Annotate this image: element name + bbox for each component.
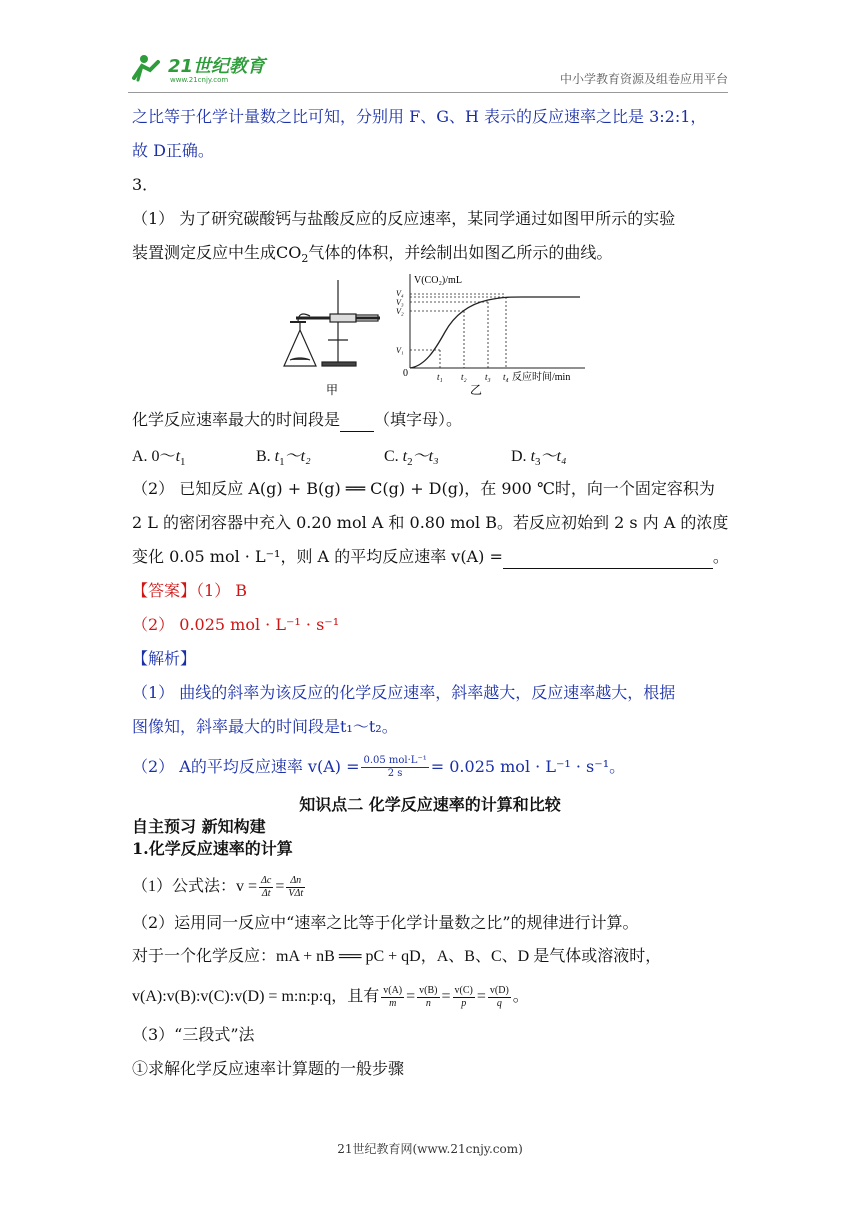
- answer-line1: 【答案】（1） B: [132, 581, 248, 600]
- y-tick: V₁: [396, 346, 404, 355]
- analysis-tag: 【解析】: [132, 649, 197, 668]
- option-c: C. $t_2\sim t_3$: [384, 448, 439, 469]
- option-d: D. $t_3\sim t_4$: [511, 448, 567, 469]
- section-subtitle1: 自主预习 新知构建: [132, 817, 266, 836]
- figure-label-yi: 乙: [470, 383, 483, 397]
- formula-line3: 对于一个化学反应：mA + nB ══ pC + qD，A、B、C、D 是气体或溶液时，: [132, 948, 662, 965]
- y-tick: V₃: [396, 298, 404, 307]
- formula-line4: v(A):v(B):v(C):v(D) = m:n:p:q，且有 $\frac{v(A)}{m}$ = $\frac{v(B)}{n}$ = $\frac{v(C)}{p}$ = $\frac{v(D)}{q}$ 。: [132, 984, 529, 1009]
- figure-label-jia: 甲: [326, 383, 339, 397]
- x-tick: t₃: [485, 372, 491, 382]
- prev-answer-line1: 之比等于化学计量数之比可知，分别用 F、G、H 表示的反应速率之比是 3:2:1，: [132, 107, 707, 126]
- analysis-line2: 图像知，斜率最大的时间段是t₁～t₂。: [132, 717, 398, 736]
- y-axis-label: V(CO₂)/mL: [414, 275, 462, 286]
- analysis-line3: （2） A的平均反应速率 v(A) = $\frac{\text{0.05 mol·L⁻¹}}{2 s}$ = 0.025 mol · L⁻¹ · s⁻¹。: [132, 755, 626, 779]
- header-platform-text: 中小学教育资源及组卷应用平台: [559, 72, 728, 86]
- curve-graph: [410, 274, 585, 368]
- svg-text:www.21cnjy.com: www.21cnjy.com: [170, 76, 229, 84]
- answer-line2: （2） 0.025 mol · L⁻¹ · s⁻¹: [132, 615, 340, 634]
- formula-line1: （1）公式法：v = $\frac{\Delta c}{\Delta t}$ = $\frac{\Delta n}{\text{VΔt}}$: [132, 874, 304, 899]
- method-steps-heading: ①求解化学反应速率计算题的一般步骤: [132, 1059, 405, 1078]
- y-tick: V₄: [396, 289, 404, 298]
- section-subtitle2: 1.化学反应速率的计算: [132, 839, 293, 858]
- q3-part2-line3: 变化 0.05 mol · L⁻¹，则 A 的平均反应速率 v(A) = 。: [132, 546, 729, 569]
- analysis-line1: （1） 曲线的斜率为该反应的化学反应速率，斜率越大，反应速率越大，根据: [132, 683, 676, 702]
- apparatus-diagram: [284, 280, 380, 366]
- rate-fraction: $\frac{\text{0.05 mol·L⁻¹}}{2 s}$: [363, 755, 427, 779]
- site-logo: [128, 50, 278, 84]
- x-tick: t₂: [461, 372, 467, 382]
- y-tick: V₂: [396, 307, 404, 316]
- x-tick: t₁: [437, 372, 443, 382]
- q3-part1-line2: 装置测定反应中生成$CO_2$气体的体积，并绘制出如图乙所示的曲线。: [132, 243, 613, 266]
- option-b: B. $t_1\sim t_2$: [256, 448, 311, 469]
- experiment-figure: [270, 270, 590, 405]
- question-number: 3．: [132, 175, 159, 194]
- prev-answer-line2: 故 D正确。: [132, 141, 214, 160]
- x-axis-label: 反应时间/min: [512, 372, 571, 383]
- q3-part2-line1: （2） 已知反应 A(g) + B(g) ══ C(g) + D(g)，在 900 ℃时，向一个固定容积为: [132, 479, 715, 498]
- header-divider: [128, 92, 728, 93]
- q3-ask: 化学反应速率最大的时间段是 （填字母）。: [132, 409, 462, 432]
- q3-part1-line1: （1） 为了研究碳酸钙与盐酸反应的反应速率，某同学通过如图甲所示的实验: [132, 209, 676, 228]
- q3-part2-line2: 2 L 的密闭容器中充入 0.20 mol A 和 0.80 mol B。若反应初始到 2 s 内 A 的浓度: [132, 513, 729, 532]
- method-three-step: （3）“三段式”法: [132, 1025, 255, 1044]
- section-title: 知识点二 化学反应速率的计算和比较: [299, 795, 561, 814]
- formula-line2: （2）运用同一反应中“速率之比等于化学计量数之比”的规律进行计算。: [132, 913, 639, 932]
- option-a: A. $0\sim t_1$: [132, 448, 186, 469]
- x-tick: t₄: [503, 372, 509, 382]
- footer-text: 21世纪教育网(www.21cnjy.com): [337, 1142, 523, 1156]
- svg-text:21世纪教育: 21世纪教育: [168, 56, 266, 77]
- origin-label: 0: [403, 368, 408, 379]
